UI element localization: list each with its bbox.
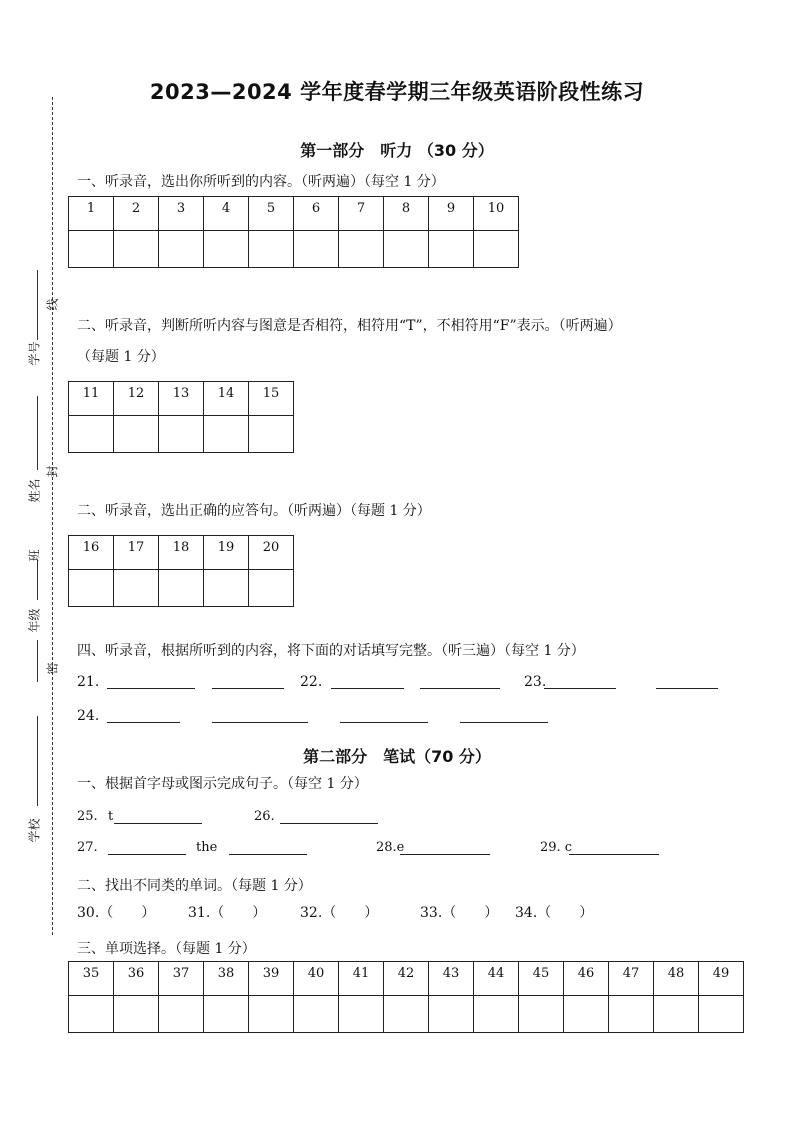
- grid-number: 16: [69, 536, 114, 570]
- p1-s3-instruction: 二、听录音，选出正确的应答句。（听两遍）（每题 1 分）: [77, 503, 431, 519]
- answer-cell[interactable]: [249, 570, 294, 607]
- p2-s2-instruction: 二、找出不同类的单词。（每题 1 分）: [77, 878, 312, 894]
- answer-grid-11-15: [68, 381, 294, 453]
- grid-number: 47: [609, 962, 654, 996]
- grid-number: 35: [69, 962, 114, 996]
- answer-cell[interactable]: [114, 996, 159, 1033]
- q34-item[interactable]: 34.（ ）: [515, 905, 594, 921]
- answer-cell[interactable]: [159, 996, 204, 1033]
- q25-blank[interactable]: [114, 809, 202, 824]
- answer-cell[interactable]: [294, 996, 339, 1033]
- grid-number: 12: [114, 382, 159, 416]
- answer-cell[interactable]: [249, 231, 294, 268]
- grid-number: 3: [159, 197, 204, 231]
- answer-cell[interactable]: [159, 570, 204, 607]
- q25-letter: t: [108, 809, 114, 824]
- answer-cell[interactable]: [69, 231, 114, 268]
- answer-cell[interactable]: [339, 231, 384, 268]
- answer-cell[interactable]: [114, 231, 159, 268]
- answer-cell[interactable]: [294, 231, 339, 268]
- grid-number: 45: [519, 962, 564, 996]
- q32-item[interactable]: 32.（ ）: [300, 905, 379, 921]
- student-id-underline: [37, 270, 38, 340]
- answer-grid-16-20: [68, 535, 294, 607]
- q30-item[interactable]: 30.（ ）: [77, 905, 156, 921]
- grid-number: 37: [159, 962, 204, 996]
- p2-s3-instruction: 三、单项选择。（每题 1 分）: [77, 941, 256, 957]
- q24-label: 24.: [77, 708, 100, 724]
- p1-s2-instruction-line2: （每题 1 分）: [77, 349, 165, 365]
- grade-underline: [37, 640, 38, 682]
- grid-number: 14: [204, 382, 249, 416]
- answer-cell[interactable]: [519, 996, 564, 1033]
- binding-dashed-line: [52, 97, 53, 935]
- answer-grid-35-49: [68, 961, 744, 1033]
- answer-cell[interactable]: [204, 996, 249, 1033]
- q27-the: the: [196, 840, 218, 855]
- grid-number: 18: [159, 536, 204, 570]
- q22-blank-1[interactable]: [331, 674, 404, 689]
- grid-number-row: [69, 536, 294, 570]
- answer-cell[interactable]: [474, 996, 519, 1033]
- answer-cell[interactable]: [249, 996, 294, 1033]
- grid-number: 2: [114, 197, 159, 231]
- answer-grid-1-10: [68, 196, 519, 268]
- q23-blank-2[interactable]: [656, 674, 718, 689]
- mi-label: 密: [45, 662, 60, 675]
- grid-number: 17: [114, 536, 159, 570]
- q24-blank-2[interactable]: [212, 708, 308, 723]
- grid-number: 10: [474, 197, 519, 231]
- q29-label: 29. c: [540, 840, 573, 855]
- grid-number: 36: [114, 962, 159, 996]
- page-title: 2023—2024 学年度春学期三年级英语阶段性练习: [149, 80, 645, 104]
- answer-cell[interactable]: [474, 231, 519, 268]
- answer-cell[interactable]: [69, 570, 114, 607]
- answer-cell[interactable]: [159, 231, 204, 268]
- q29-blank[interactable]: [569, 840, 659, 855]
- q25-label: 25.: [77, 809, 98, 824]
- grid-number: 15: [249, 382, 294, 416]
- grid-number: 46: [564, 962, 609, 996]
- q28-blank[interactable]: [400, 840, 490, 855]
- grid-number: 40: [294, 962, 339, 996]
- grid-number: 38: [204, 962, 249, 996]
- q21-blank-2[interactable]: [212, 674, 284, 689]
- p2-s1-instruction: 一、根据首字母或图示完成句子。（每空 1 分）: [77, 776, 368, 792]
- grid-number: 8: [384, 197, 429, 231]
- q23-blank-1[interactable]: [544, 674, 616, 689]
- q27-blank-1[interactable]: [108, 840, 186, 855]
- q26-label: 26.: [254, 809, 275, 824]
- grid-number: 49: [699, 962, 744, 996]
- answer-cell[interactable]: [429, 231, 474, 268]
- grid-answer-row: [69, 570, 294, 607]
- part2-heading: 第二部分 笔试（70 分）: [303, 747, 491, 766]
- grid-number: 39: [249, 962, 294, 996]
- feng-label: 封: [45, 465, 60, 478]
- answer-cell[interactable]: [204, 570, 249, 607]
- answer-cell[interactable]: [654, 996, 699, 1033]
- p1-s1-instruction: 一、听录音，选出你所听到的内容。（听两遍）（每空 1 分）: [77, 174, 445, 190]
- grid-number: 7: [339, 197, 384, 231]
- q22-blank-2[interactable]: [420, 674, 500, 689]
- grid-answer-row: [69, 416, 294, 453]
- xian-label: 线: [45, 298, 60, 311]
- answer-cell[interactable]: [564, 996, 609, 1033]
- part1-heading: 第一部分 听力 （30 分）: [300, 141, 494, 160]
- grid-number: 41: [339, 962, 384, 996]
- grid-number-row: [69, 197, 519, 231]
- q24-blank-4[interactable]: [460, 708, 548, 723]
- q24-blank-3[interactable]: [340, 708, 428, 723]
- grid-number: 9: [429, 197, 474, 231]
- q24-blank-1[interactable]: [107, 708, 180, 723]
- q21-label: 21.: [77, 674, 100, 690]
- answer-cell[interactable]: [384, 231, 429, 268]
- grid-number: 1: [69, 197, 114, 231]
- name-label: 姓名: [27, 478, 42, 503]
- q26-blank[interactable]: [280, 809, 378, 824]
- answer-cell[interactable]: [204, 231, 249, 268]
- grid-number: 42: [384, 962, 429, 996]
- grid-number: 5: [249, 197, 294, 231]
- name-underline: [37, 396, 38, 470]
- answer-cell[interactable]: [69, 416, 114, 453]
- answer-cell[interactable]: [69, 996, 114, 1033]
- answer-cell[interactable]: [339, 996, 384, 1033]
- grid-number: 43: [429, 962, 474, 996]
- student-id-label: 学号: [27, 341, 42, 366]
- q28-label: 28.e: [376, 840, 405, 855]
- grid-number-row: [69, 962, 744, 996]
- grid-answer-row: [69, 996, 744, 1033]
- answer-cell[interactable]: [384, 996, 429, 1033]
- answer-cell[interactable]: [114, 416, 159, 453]
- q21-blank-1[interactable]: [107, 674, 195, 689]
- grid-number: 48: [654, 962, 699, 996]
- answer-cell[interactable]: [159, 416, 204, 453]
- class-label: 班: [27, 549, 42, 562]
- answer-cell[interactable]: [699, 996, 744, 1033]
- q31-item[interactable]: 31.（ ）: [188, 905, 267, 921]
- grid-number-row: [69, 382, 294, 416]
- q27-label: 27.: [77, 840, 98, 855]
- answer-cell[interactable]: [429, 996, 474, 1033]
- grade-label: 年级: [27, 608, 42, 633]
- q27-blank-2[interactable]: [229, 840, 307, 855]
- grid-answer-row: [69, 231, 519, 268]
- grid-number: 4: [204, 197, 249, 231]
- grid-number: 19: [204, 536, 249, 570]
- p1-s4-instruction: 四、听录音，根据所听到的内容，将下面的对话填写完整。（听三遍）（每空 1 分）: [77, 643, 585, 659]
- p1-s2-instruction-line1: 二、听录音，判断所听内容与图意是否相符，相符用“T”，不相符用“F”表示。（听两遍）: [77, 318, 622, 334]
- answer-cell[interactable]: [204, 416, 249, 453]
- school-label: 学校: [27, 818, 42, 843]
- grid-number: 44: [474, 962, 519, 996]
- q33-item[interactable]: 33.（ ）: [420, 905, 499, 921]
- grid-number: 20: [249, 536, 294, 570]
- grid-number: 11: [69, 382, 114, 416]
- q22-label: 22.: [300, 674, 323, 690]
- grid-number: 13: [159, 382, 204, 416]
- answer-cell[interactable]: [609, 996, 654, 1033]
- answer-cell[interactable]: [114, 570, 159, 607]
- q23-label: 23.: [524, 674, 547, 690]
- grid-number: 6: [294, 197, 339, 231]
- answer-cell[interactable]: [249, 416, 294, 453]
- class-underline: [37, 560, 38, 600]
